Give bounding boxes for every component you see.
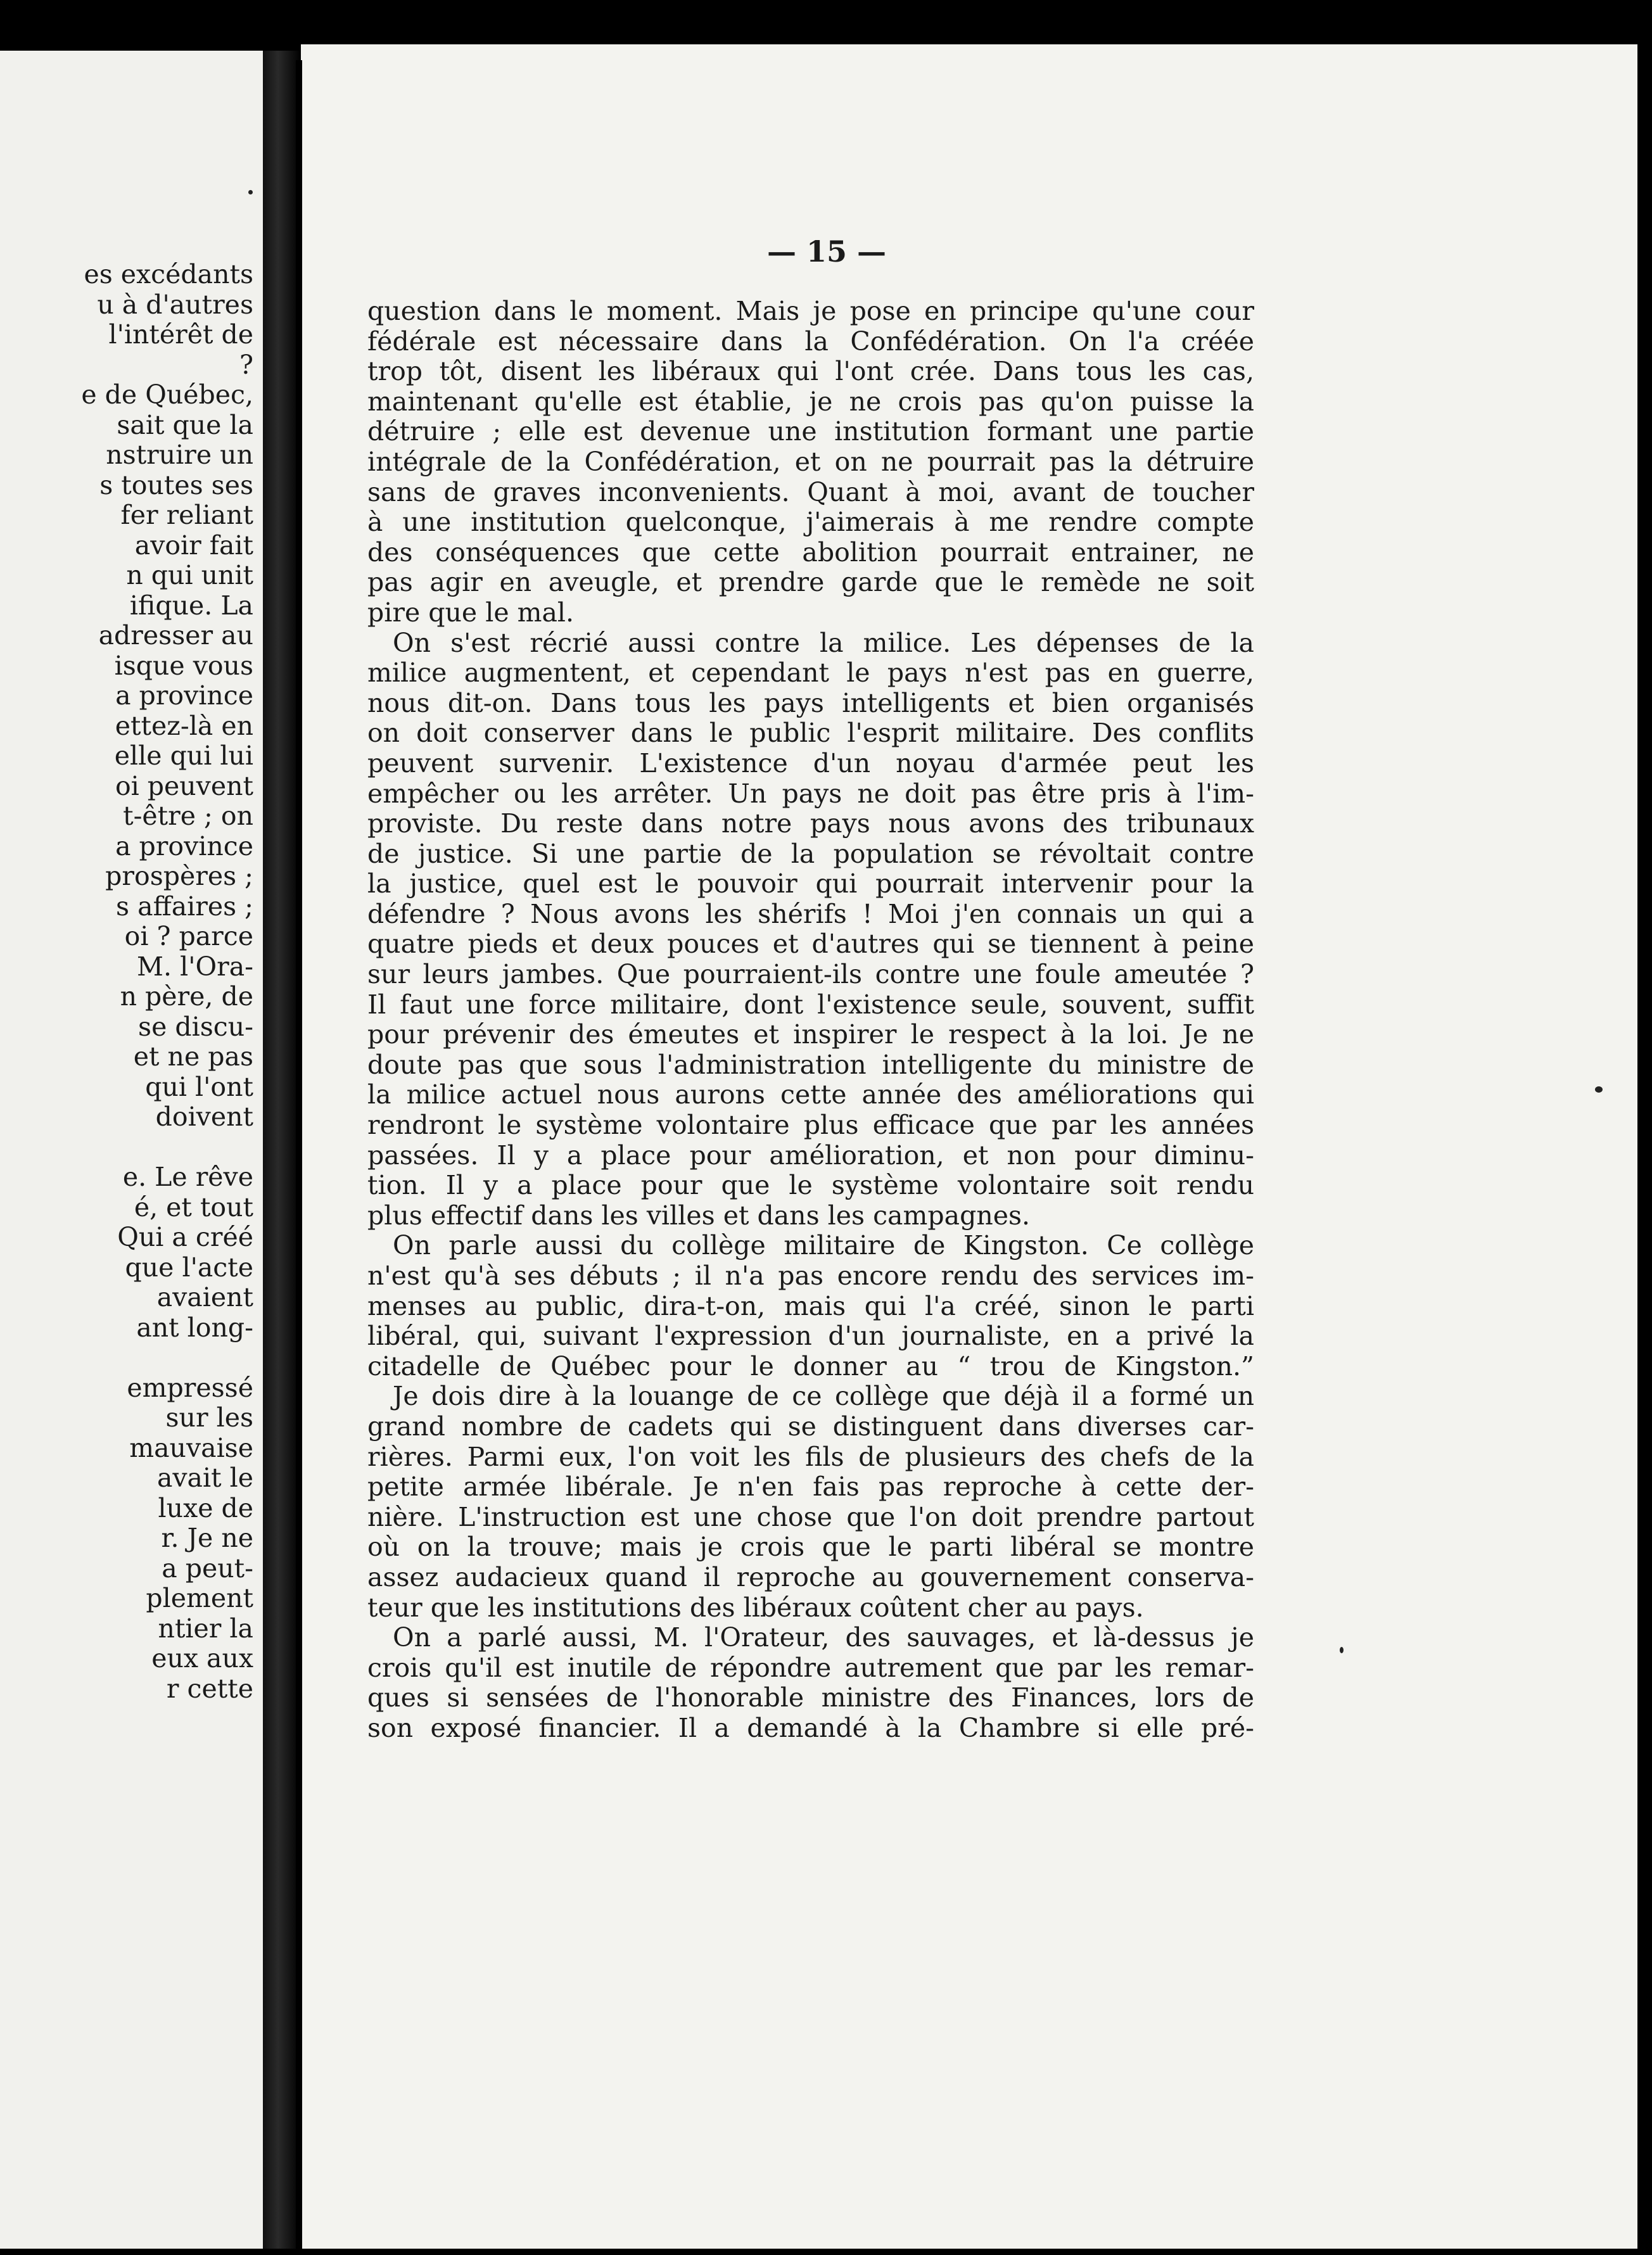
left-text-line: isque vous — [114, 651, 253, 681]
ink-speck — [248, 190, 253, 194]
page-number: — 15 — — [766, 234, 887, 269]
text-line: rières. Parmi eux, l'on voit les fils de plusieurs des chefs de la — [367, 1442, 1254, 1472]
text-line: on doit conserver dans le public l'esprit militaire. Des conflits — [367, 718, 1254, 749]
left-text-line: que l'acte — [125, 1252, 253, 1283]
text-line: défendre ? Nous avons les shérifs ! Moi j'en connais un qui a — [367, 899, 1254, 929]
text-line: la justice, quel est le pouvoir qui pourrait intervenir pour la — [367, 869, 1254, 899]
left-text-line: r cette — [166, 1674, 253, 1704]
left-text-line: nstruire un — [106, 440, 253, 470]
text-line: nière. L'instruction est une chose que l'on doit prendre partout — [367, 1502, 1254, 1532]
left-text-line: t-être ; on — [123, 801, 253, 831]
left-page-text-fragments — [0, 260, 253, 1704]
left-text-line: ant long- — [136, 1312, 253, 1343]
text-line: des conséquences que cette abolition pourrait entrainer, ne — [367, 537, 1254, 568]
text-line: assez audacieux quand il reproche au gouvernement conserva- — [367, 1562, 1254, 1592]
left-text-line: a peut- — [162, 1553, 253, 1584]
left-text-line — [0, 1133, 253, 1163]
left-text-line: ettez-là en — [115, 711, 253, 741]
text-line: passées. Il y a place pour amélioration, et non pour diminu- — [367, 1140, 1254, 1171]
left-text-line: eux aux — [151, 1644, 253, 1674]
text-line: fédérale est nécessaire dans la Confédération. On l'a créée — [367, 326, 1254, 357]
text-line: détruire ; elle est devenue une institution formant une partie — [367, 417, 1254, 447]
left-text-line: elle qui lui — [114, 741, 253, 771]
page-gutter-shadow — [263, 51, 301, 2249]
left-text-line: prospères ; — [105, 861, 253, 891]
text-line: n'est qu'à ses débuts ; il n'a pas encore rendu des services im- — [367, 1261, 1254, 1291]
left-text-line: e de Québec, — [81, 380, 253, 410]
ink-speck — [1340, 1647, 1344, 1653]
left-text-line: adresser au — [98, 621, 253, 651]
left-text-line: se discu- — [138, 1012, 253, 1042]
left-text-line: mauvaise — [129, 1433, 253, 1463]
text-line: milice augmentent, et cependant le pays n'est pas en guerre, — [367, 658, 1254, 689]
text-line: Il faut une force militaire, dont l'existence seule, souvent, suffit — [367, 989, 1254, 1020]
left-text-line: et ne pas — [133, 1042, 253, 1072]
left-text-line: s toutes ses — [99, 470, 253, 500]
text-line: citadelle de Québec pour le donner au “ trou de Kingston.” — [367, 1351, 1254, 1382]
body-text — [367, 296, 1254, 1744]
text-line: maintenant qu'elle est établie, je ne crois pas qu'on puisse la — [367, 386, 1254, 417]
text-line: à une institution quelconque, j'aimerais à me rendre compte — [367, 507, 1254, 538]
text-line: teur que les institutions des libéraux coûtent cher au pays. — [367, 1592, 1144, 1623]
text-line: crois qu'il est inutile de répondre autrement que par les remar- — [367, 1653, 1254, 1683]
text-line: trop tôt, disent les libéraux qui l'ont crée. Dans tous les cas, — [367, 357, 1254, 387]
left-text-line: a province — [115, 681, 253, 711]
text-line: plus effectif dans les villes et dans les campagnes. — [367, 1200, 1031, 1231]
text-line: peuvent survenir. L'existence d'un noyau d'armée peut les — [367, 748, 1254, 778]
left-text-line: ifique. La — [129, 590, 253, 621]
text-line: nous dit-on. Dans tous les pays intelligents et bien organisés — [367, 688, 1254, 718]
left-text-line: avoir fait — [134, 530, 253, 561]
text-line: Je dois dire à la louange de ce collège que déjà il a formé un — [393, 1382, 1254, 1412]
left-text-line: ntier la — [158, 1613, 253, 1644]
text-line: libéral, qui, suivant l'expression d'un journaliste, en a privé la — [367, 1321, 1254, 1352]
text-line: empêcher ou les arrêter. Un pays ne doit pas être pris à l'im- — [367, 778, 1254, 809]
left-text-line: sait que la — [117, 410, 253, 440]
text-line: On parle aussi du collège militaire de Kingston. Ce collège — [393, 1231, 1254, 1261]
text-line: sur leurs jambes. Que pourraient-ils contre une foule ameutée ? — [367, 960, 1254, 990]
text-line: On s'est récrié aussi contre la milice. Les dépenses de la — [393, 628, 1254, 658]
text-line: intégrale de la Confédération, et on ne pourrait pas la détruire — [367, 447, 1254, 477]
left-text-line: n père, de — [120, 982, 253, 1012]
text-line: menses au public, dira-t-on, mais qui l'a créé, sinon le parti — [367, 1291, 1254, 1321]
left-text-line — [0, 1343, 253, 1373]
left-text-line: luxe de — [158, 1493, 253, 1523]
text-line: pour prévenir des émeutes et inspirer le respect à la loi. Je ne — [367, 1020, 1254, 1050]
text-line: pas agir en aveugle, et prendre garde que le remède ne soit — [367, 568, 1254, 598]
left-text-line: a province — [115, 831, 253, 861]
text-line: de justice. Si une partie de la population se révoltait contre — [367, 839, 1254, 869]
text-line: doute pas que sous l'administration intelligente du ministre de — [367, 1050, 1254, 1080]
text-line: sans de graves inconvenients. Quant à moi, avant de toucher — [367, 477, 1254, 507]
left-text-line: oi peuvent — [115, 771, 253, 801]
page-edge-rule — [296, 60, 302, 2252]
left-text-line: sur les — [165, 1403, 253, 1433]
left-text-line: M. l'Ora- — [137, 951, 253, 982]
left-text-line: avait le — [156, 1463, 253, 1493]
text-line: ques si sensées de l'honorable ministre des Finances, lors de — [367, 1683, 1254, 1713]
left-text-line: es excédants — [84, 260, 253, 289]
text-line: question dans le moment. Mais je pose en principe qu'une cour — [367, 296, 1254, 326]
text-line: pire que le mal. — [367, 597, 575, 628]
left-text-line: avaient — [156, 1283, 253, 1312]
left-text-line: e. Le rêve — [122, 1162, 253, 1192]
left-text-line: n qui unit — [126, 561, 253, 590]
left-text-line: qui l'ont — [145, 1072, 253, 1102]
text-line: la milice actuel nous aurons cette année des améliorations qui — [367, 1080, 1254, 1110]
left-text-line: doivent — [155, 1102, 253, 1132]
text-line: rendront le système volontaire plus efficace que par les années — [367, 1110, 1254, 1141]
text-line: proviste. Du reste dans notre pays nous avons des tribunaux — [367, 809, 1254, 839]
text-line: petite armée libérale. Je n'en fais pas reproche à cette der- — [367, 1472, 1254, 1502]
left-text-line: é, et tout — [134, 1192, 253, 1223]
left-text-line: l'intérêt de — [108, 320, 253, 350]
left-text-line: s affaires ; — [116, 891, 253, 922]
left-text-line: Qui a créé — [117, 1223, 253, 1252]
text-line: son exposé financier. Il a demandé à la Chambre si elle pré- — [367, 1713, 1254, 1743]
ink-speck — [1595, 1086, 1603, 1093]
left-text-line: empressé — [127, 1373, 253, 1403]
left-text-line: u à d'autres — [97, 289, 253, 320]
left-text-line: fer reliant — [120, 500, 253, 530]
text-line: tion. Il y a place pour que le système volontaire soit rendu — [367, 1171, 1254, 1201]
left-text-line: oi ? parce — [124, 922, 253, 951]
left-text-line: r. Je ne — [161, 1523, 253, 1553]
text-line: grand nombre de cadets qui se distinguent dans diverses car- — [367, 1411, 1254, 1442]
text-line: quatre pieds et deux pouces et d'autres qui se tiennent à peine — [367, 929, 1254, 960]
left-facing-page — [0, 51, 263, 2249]
text-line: On a parlé aussi, M. l'Orateur, des sauvages, et là-dessus je — [393, 1623, 1254, 1653]
left-text-line: ? — [239, 350, 253, 380]
text-line: où on la trouve; mais je crois que le parti libéral se montre — [367, 1532, 1254, 1563]
left-text-line: plement — [146, 1584, 253, 1613]
